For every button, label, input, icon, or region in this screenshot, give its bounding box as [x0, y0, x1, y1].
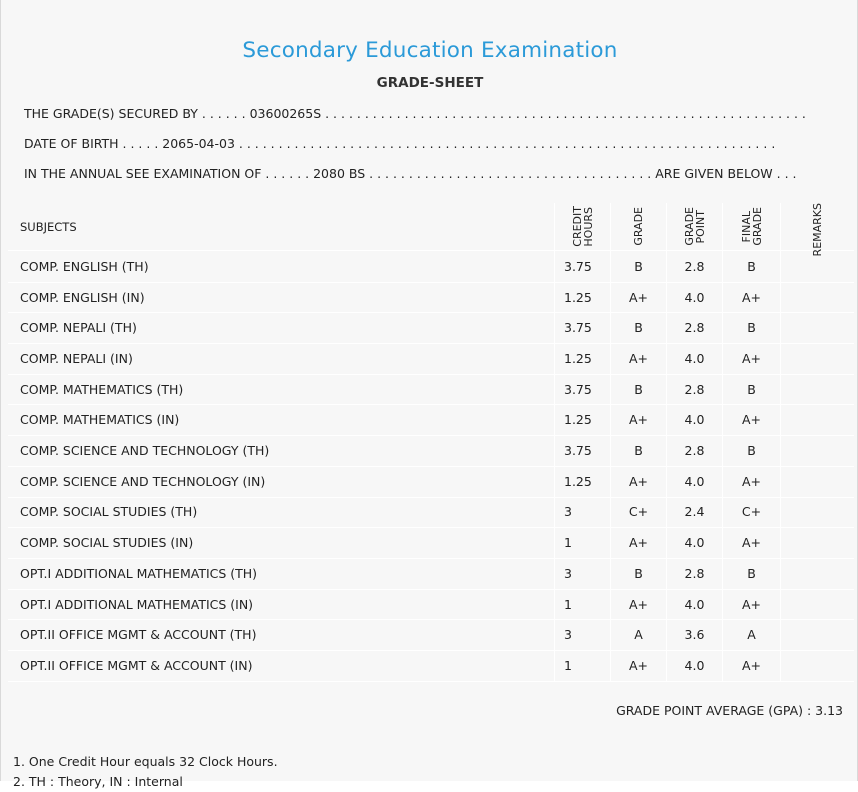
date-of-birth-line: DATE OF BIRTH . . . . . 2065-04-03 . . . . . . . . . . . . . . . . . . . . . . . . . . . . . . . . . . . . . . . . . . . . . . . . . . . . . . . . . . . . . . . . . . . . — [24, 136, 776, 151]
final-grade-cell: A+ — [723, 343, 781, 374]
remarks-cell — [781, 312, 854, 343]
grade-point-cell: 2.8 — [667, 435, 723, 466]
grade-point-cell: 4.0 — [667, 343, 723, 374]
header-grade-point-label-2: POINT — [693, 209, 707, 244]
grade-point-cell: 2.8 — [667, 374, 723, 405]
credit-hours-cell: 1 — [555, 527, 611, 558]
subject-cell: COMP. MATHEMATICS (TH) — [8, 374, 555, 405]
table-row — [8, 589, 854, 621]
table-row — [8, 558, 854, 590]
subject-cell: OPT.I ADDITIONAL MATHEMATICS (IN) — [8, 589, 555, 620]
footnotes — [13, 752, 278, 792]
final-grade-cell: B — [723, 312, 781, 343]
header-final-grade-label-2: GRADE — [750, 207, 764, 246]
subject-cell: OPT.II OFFICE MGMT & ACCOUNT (TH) — [8, 619, 555, 650]
grade-cell: A — [611, 619, 667, 650]
grade-cell: A+ — [611, 405, 667, 436]
grade-cell: B — [611, 312, 667, 343]
page-title: Secondary Education Examination — [242, 38, 618, 63]
grade-cell: B — [611, 251, 667, 282]
grade-cell: A+ — [611, 343, 667, 374]
grade-point-cell: 2.8 — [667, 312, 723, 343]
credit-hours-cell: 1.25 — [555, 343, 611, 374]
subject-cell: COMP. SCIENCE AND TECHNOLOGY (TH) — [8, 435, 555, 466]
credit-hours-cell: 3 — [555, 619, 611, 650]
remarks-cell — [781, 343, 854, 374]
final-grade-cell: B — [723, 558, 781, 589]
remarks-cell — [781, 374, 854, 405]
grade-point-cell: 4.0 — [667, 589, 723, 620]
grade-cell: B — [611, 435, 667, 466]
credit-hours-cell: 1 — [555, 589, 611, 620]
final-grade-cell: B — [723, 251, 781, 282]
table-row — [8, 405, 854, 437]
remarks-cell — [781, 251, 854, 282]
remarks-cell — [781, 405, 854, 436]
grade-cell: B — [611, 374, 667, 405]
grade-cell: A+ — [611, 527, 667, 558]
final-grade-cell: A+ — [723, 589, 781, 620]
table-row — [8, 312, 854, 344]
grade-point-cell: 4.0 — [667, 405, 723, 436]
remarks-cell — [781, 282, 854, 313]
table-header-row — [8, 203, 854, 257]
remarks-cell — [781, 466, 854, 497]
grade-point-cell: 2.8 — [667, 558, 723, 589]
final-grade-cell: A+ — [723, 650, 781, 681]
remarks-cell — [781, 527, 854, 558]
sheet-subtitle: GRADE-SHEET — [376, 75, 484, 91]
student-id-line: THE GRADE(S) SECURED BY . . . . . . 03600265S . . . . . . . . . . . . . . . . . . . . . . . . . . . . . . . . . . . . . . . . . . . . . . . . . . . . . . . . . . . . . — [24, 106, 806, 121]
footnote-1: 1. One Credit Hour equals 32 Clock Hours. — [13, 754, 278, 769]
grade-point-cell: 3.6 — [667, 619, 723, 650]
remarks-cell — [781, 619, 854, 650]
credit-hours-cell: 3.75 — [555, 374, 611, 405]
grade-point-cell: 2.8 — [667, 251, 723, 282]
final-grade-cell: A+ — [723, 527, 781, 558]
header-subjects: SUBJECTS — [8, 203, 555, 250]
table-row — [8, 282, 854, 314]
table-row — [8, 497, 854, 529]
credit-hours-cell: 3 — [555, 497, 611, 528]
header-final-grade-label-1: FINAL — [739, 210, 753, 243]
final-grade-cell: B — [723, 435, 781, 466]
header-credit-hours — [555, 203, 611, 250]
subject-cell: COMP. ENGLISH (IN) — [8, 282, 555, 313]
grade-cell: A+ — [611, 282, 667, 313]
subject-cell: COMP. SCIENCE AND TECHNOLOGY (IN) — [8, 466, 555, 497]
credit-hours-cell: 1 — [555, 650, 611, 681]
grade-point-cell: 2.4 — [667, 497, 723, 528]
grade-point-cell: 4.0 — [667, 282, 723, 313]
subject-cell: COMP. NEPALI (IN) — [8, 343, 555, 374]
table-row — [8, 343, 854, 375]
remarks-cell — [781, 589, 854, 620]
subject-cell: COMP. SOCIAL STUDIES (IN) — [8, 527, 555, 558]
credit-hours-cell: 1.25 — [555, 405, 611, 436]
remarks-cell — [781, 650, 854, 681]
header-credit-label-2: HOURS — [581, 206, 595, 247]
exam-year-line: IN THE ANNUAL SEE EXAMINATION OF . . . . . . 2080 BS . . . . . . . . . . . . . . . . . . . . . . . . . . . . . . . . . . . . ARE GIVEN BELOW . . . — [24, 166, 797, 181]
credit-hours-cell: 3.75 — [555, 312, 611, 343]
table-row — [8, 619, 854, 651]
final-grade-cell: A+ — [723, 405, 781, 436]
subject-cell: OPT.II OFFICE MGMT & ACCOUNT (IN) — [8, 650, 555, 681]
table-row — [8, 466, 854, 498]
remarks-cell — [781, 558, 854, 589]
final-grade-cell: C+ — [723, 497, 781, 528]
table-row — [8, 435, 854, 467]
final-grade-cell: A+ — [723, 282, 781, 313]
grade-cell: A+ — [611, 466, 667, 497]
credit-hours-cell: 1.25 — [555, 282, 611, 313]
header-grade-point — [667, 203, 723, 250]
header-grade — [611, 203, 667, 250]
final-grade-cell: A — [723, 619, 781, 650]
credit-hours-cell: 3.75 — [555, 251, 611, 282]
header-grade-point-label-1: GRADE — [682, 207, 696, 246]
remarks-cell — [781, 497, 854, 528]
remarks-cell — [781, 435, 854, 466]
credit-hours-cell: 3.75 — [555, 435, 611, 466]
grade-cell: A+ — [611, 589, 667, 620]
grade-point-cell: 4.0 — [667, 650, 723, 681]
final-grade-cell: B — [723, 374, 781, 405]
grade-cell: C+ — [611, 497, 667, 528]
header-remarks — [781, 203, 854, 257]
grade-point-cell: 4.0 — [667, 466, 723, 497]
table-row — [8, 374, 854, 406]
grade-point-cell: 4.0 — [667, 527, 723, 558]
header-final-grade — [723, 203, 781, 250]
subject-cell: COMP. ENGLISH (TH) — [8, 251, 555, 282]
table-row — [8, 527, 854, 559]
gpa-summary: GRADE POINT AVERAGE (GPA) : 3.13 — [616, 703, 843, 718]
credit-hours-cell: 1.25 — [555, 466, 611, 497]
subject-cell: COMP. SOCIAL STUDIES (TH) — [8, 497, 555, 528]
header-remarks-label: REMARKS — [811, 203, 824, 257]
subject-cell: OPT.I ADDITIONAL MATHEMATICS (TH) — [8, 558, 555, 589]
final-grade-cell: A+ — [723, 466, 781, 497]
grade-cell: B — [611, 558, 667, 589]
subject-cell: COMP. NEPALI (TH) — [8, 312, 555, 343]
header-credit-label-1: CREDIT — [570, 206, 584, 247]
table-row — [8, 251, 854, 283]
table-row — [8, 650, 854, 682]
grade-cell: A+ — [611, 650, 667, 681]
header-grade-label: GRADE — [632, 207, 645, 246]
footnote-2: 2. TH : Theory, IN : Internal — [13, 774, 183, 789]
subject-cell: COMP. MATHEMATICS (IN) — [8, 405, 555, 436]
credit-hours-cell: 3 — [555, 558, 611, 589]
